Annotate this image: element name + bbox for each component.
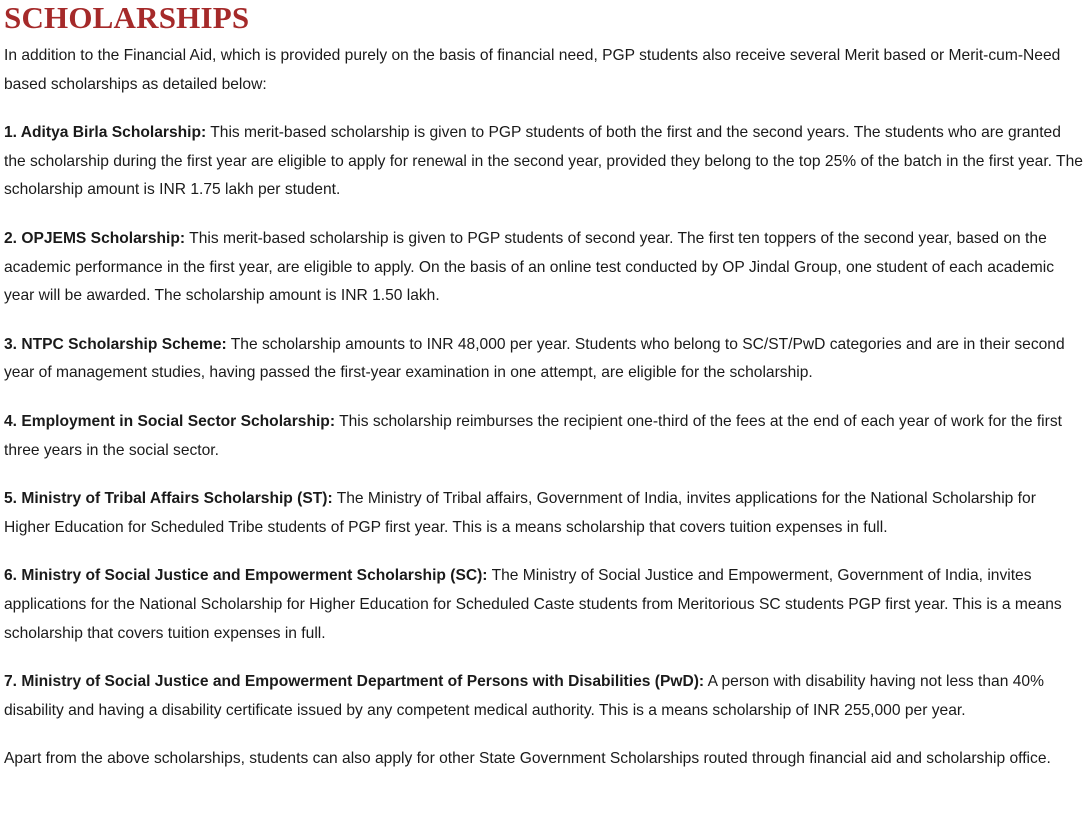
scholarship-description: This scholarship reimburses the recipient one-third of the fees at the end of each year of work for the first three years in the social sector. — [4, 412, 1062, 459]
scholarship-item-ntpc — [4, 331, 1084, 388]
scholarship-description: The scholarship amounts to INR 48,000 per year. Students who belong to SC/ST/PwD categories and are in their second year of management studies, having passed the first-year examination in one attempt, are eligible for the scholarship. — [4, 335, 1065, 382]
scholarship-title: 4. Employment in Social Sector Scholarship: — [4, 412, 336, 430]
closing-paragraph: Apart from the above scholarships, students can also apply for other State Government Scholarships routed through financial aid and scholarship office. — [4, 750, 1051, 768]
scholarship-title: 3. NTPC Scholarship Scheme: — [4, 335, 227, 353]
scholarship-description: A person with disability having not less than 40% disability and having a disability certificate issued by any competent medical authority. This is a means scholarship of INR 255,000 per year. — [4, 673, 1044, 719]
page-title: SCHOLARSHIPS — [4, 0, 250, 35]
scholarship-description: The Ministry of Social Justice and Empowerment, Government of India, invites applications for the National Scholarship for Higher Education for Scheduled Caste students from Meritorious SC students PGP first year. This is a means scholarship that covers tuition expenses in full. — [4, 567, 1062, 642]
scholarship-title: 5. Ministry of Tribal Affairs Scholarship (ST): — [4, 490, 333, 508]
scholarship-item-opjems — [4, 225, 1084, 311]
scholarship-title: 1. Aditya Birla Scholarship: — [4, 124, 207, 142]
scholarship-title: 2. OPJEMS Scholarship: — [4, 229, 186, 247]
scholarship-description: This merit-based scholarship is given to PGP students of second year. The first ten toppers of the second year, based on the academic performance in the first year, are eligible to apply. On the basis of an online test conducted by OP Jindal Group, one student of each academic year will be awarded. The scholarship amount is INR 1.50 lakh. — [4, 229, 1055, 305]
scholarship-item-disabilities-pwd — [4, 668, 1084, 725]
scholarship-description: The Ministry of Tribal affairs, Government of India, invites applications for the National Scholarship for Higher Education for Scheduled Tribe students of PGP first year. This is a means scholarship that covers tuition expenses in full. — [4, 490, 1036, 536]
scholarship-item-social-sector — [4, 408, 1084, 465]
scholarship-description: This merit-based scholarship is given to PGP students of both the first and the second years. The students who are granted the scholarship during the first year are eligible to apply for renewal in the second year, provided they belong to the top 25% of the batch in the first year. The scholarship amount is INR 1.75 lakh per student. — [4, 124, 1083, 199]
scholarship-title: 7. Ministry of Social Justice and Empowerment Department of Persons with Disabilities (PwD): — [4, 673, 705, 691]
scholarship-title: 6. Ministry of Social Justice and Empowerment Scholarship (SC): — [4, 567, 488, 585]
scholarship-item-tribal-affairs — [4, 485, 1084, 542]
intro-paragraph: In addition to the Financial Aid, which is provided purely on the basis of financial need, PGP students also receive several Merit based or Merit-cum-Need based scholarships as detailed below: — [4, 47, 1061, 93]
scholarship-item-aditya-birla — [4, 119, 1084, 205]
scholarship-item-social-justice-sc — [4, 562, 1084, 648]
